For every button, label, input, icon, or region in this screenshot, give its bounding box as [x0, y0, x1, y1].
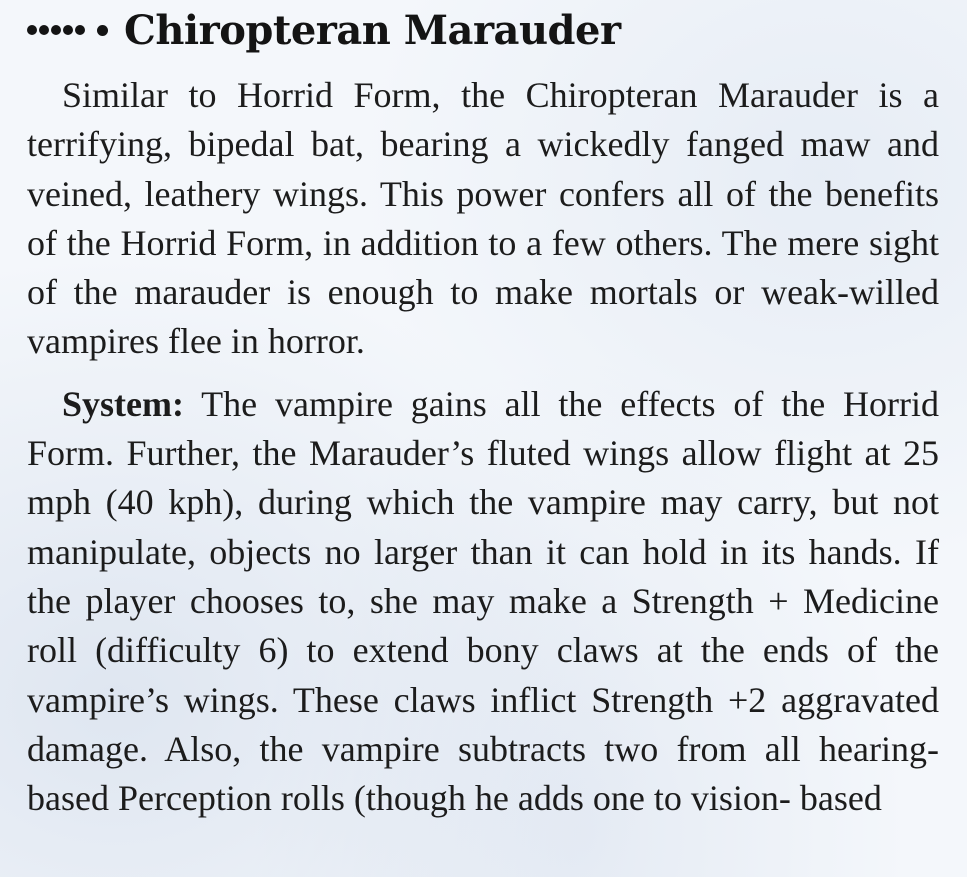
power-heading: [27, 0, 939, 62]
description-text: Similar to Horrid Form, the Chiropteran Marauder is a terrifying, bipedal bat, bearing a wickedly fanged maw and veined, leathery wings. This power confers all of the benefits of the Horrid Form, in addition to a few others. The mere sight of the marauder is enough to make mortals or weak-willed vampires flee in horror.: [27, 75, 939, 362]
rating-dot-icon: [51, 25, 61, 35]
rating-dot-icon: [39, 25, 49, 35]
document-body: [27, 0, 939, 823]
rating-dot-icon: [27, 25, 37, 35]
separator-dot-icon: [97, 25, 108, 36]
system-text: The vampire gains all the effects of the Horrid Form. Further, the Marauder’s fluted wings allow flight at 25 mph (40 kph), during which the vampire may carry, but not manipulate, objects no larger than it can hold in its hands. If the player chooses to, she may make a Strength + Medicine roll (difficulty 6) to extend bony claws at the ends of the vampire’s wings. These claws inflict Strength +2 aggravated damage. Also, the vampire subtracts two from all hearing-based Perception rolls (though he adds one to vision- based: [27, 383, 939, 819]
system-label: System:: [62, 383, 184, 424]
description-paragraph: [27, 71, 939, 367]
rating-dot-icon: [63, 25, 73, 35]
power-title: Chiropteran Marauder: [124, 7, 621, 54]
dot-rating: [27, 0, 110, 62]
rating-dot-icon: [75, 25, 85, 35]
system-paragraph: [27, 380, 939, 824]
